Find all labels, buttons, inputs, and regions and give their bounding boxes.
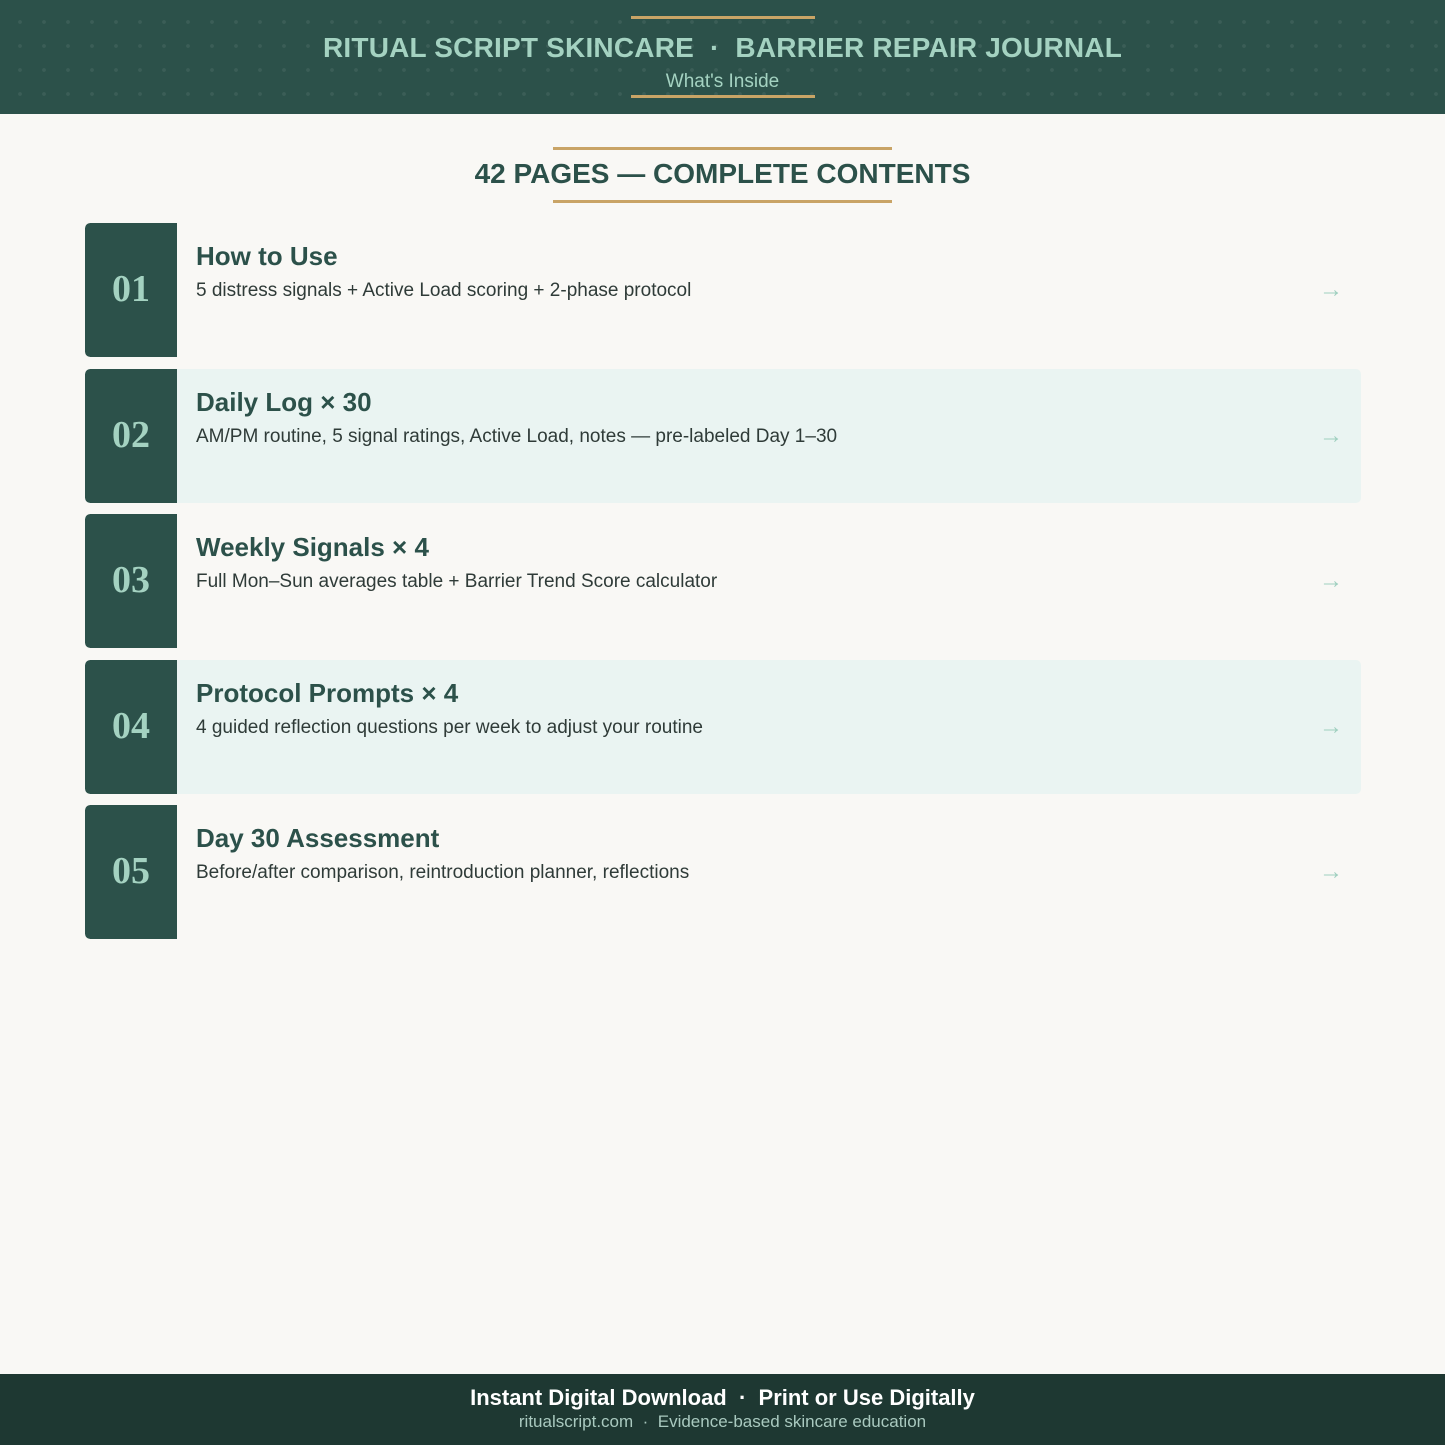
footer-tagline: Instant Digital Download · Print or Use Digitally <box>470 1385 975 1410</box>
contents-list <box>85 223 1361 951</box>
item-title: Weekly Signals × 4 <box>196 532 429 562</box>
item-number: 05 <box>112 850 150 892</box>
item-number-block <box>85 369 177 503</box>
contents-item-weekly-signals[interactable] <box>85 514 1361 648</box>
item-description: AM/PM routine, 5 signal ratings, Active Load, notes — pre-labeled Day 1–30 <box>196 425 838 447</box>
arrow-right-icon: → <box>1319 858 1343 885</box>
header-banner <box>0 0 1445 114</box>
section-top-rule <box>553 147 892 150</box>
arrow-right-icon: → <box>1319 567 1343 594</box>
header-title: RITUAL SCRIPT SKINCARE · BARRIER REPAIR JOURNAL <box>322 32 1123 63</box>
header-top-rule <box>631 16 815 19</box>
arrow-right-icon: → <box>1319 421 1343 449</box>
item-description: Full Mon–Sun averages table + Barrier Trend Score calculator <box>196 571 718 592</box>
item-title: Protocol Prompts × 4 <box>196 677 459 708</box>
item-number-block <box>85 805 177 939</box>
item-number-block <box>85 660 177 794</box>
item-number: 03 <box>112 559 150 601</box>
contents-item-protocol-prompts[interactable] <box>85 660 1361 794</box>
arrow-right-icon: → <box>1319 276 1343 303</box>
item-description: 5 distress signals + Active Load scoring + 2-phase protocol <box>196 280 692 301</box>
item-title: Day 30 Assessment <box>196 823 440 853</box>
item-number-block <box>85 514 177 648</box>
arrow-right-icon: → <box>1319 712 1343 740</box>
item-description: Before/after comparison, reintroduction planner, reflections <box>196 862 690 883</box>
contents-item-how-to-use[interactable] <box>85 223 1361 357</box>
contents-item-daily-log[interactable] <box>85 369 1361 503</box>
item-number: 01 <box>112 268 150 310</box>
contents-item-day-30-assessment[interactable] <box>85 805 1361 939</box>
item-title: How to Use <box>196 241 338 271</box>
item-number-block <box>85 223 177 357</box>
item-number: 02 <box>112 413 150 456</box>
item-number: 04 <box>112 704 150 747</box>
header-bottom-rule <box>631 95 815 98</box>
item-title: Daily Log × 30 <box>196 386 372 417</box>
footer-website: ritualscript.com · Evidence-based skincare education <box>518 1412 927 1431</box>
item-description: 4 guided reflection questions per week to adjust your routine <box>196 716 703 738</box>
footer-banner <box>0 1374 1445 1445</box>
section-bottom-rule <box>553 200 892 203</box>
header-subtitle: What's Inside <box>665 71 780 92</box>
section-title: 42 PAGES — COMPLETE CONTENTS <box>474 158 971 189</box>
